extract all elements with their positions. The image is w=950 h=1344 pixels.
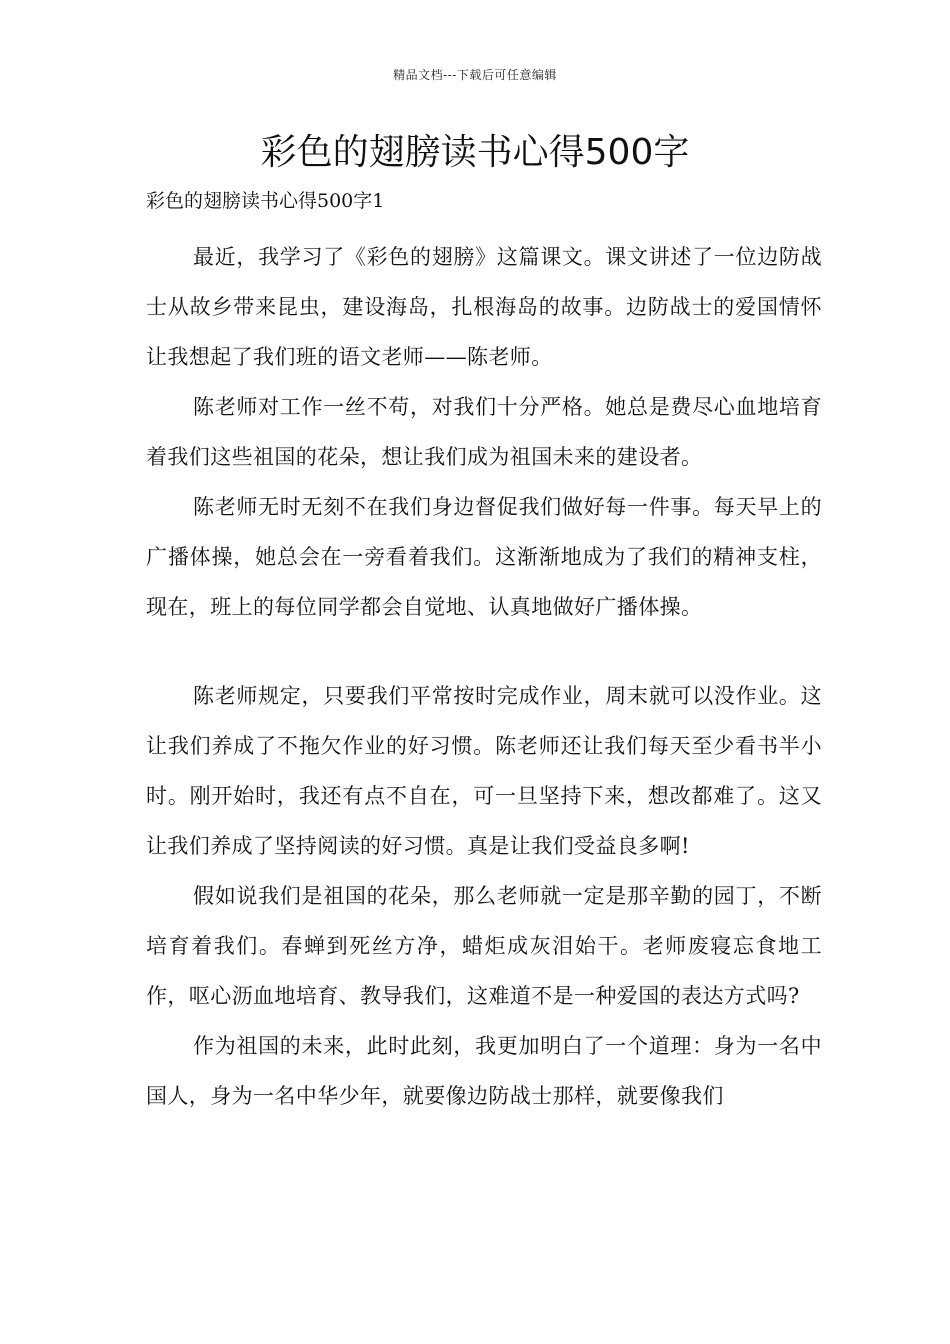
document-subtitle: 彩色的翅膀读书心得500字1 [146, 190, 385, 212]
paragraph-gap [146, 632, 822, 671]
paragraph: 最近，我学习了《彩色的翅膀》这篇课文。课文讲述了一位边防战士从故乡带来昆虫，建设海岛，扎根海岛的故事。边防战士的爱国情怀让我想起了我们班的语文老师——陈老师。 [146, 245, 822, 369]
header-note: 精品文档---下载后可任意编辑 [393, 68, 557, 82]
document-body [146, 232, 822, 1121]
paragraph: 假如说我们是祖国的花朵，那么老师就一定是那辛勤的园丁，不断培育着我们。春蝉到死丝方净，蜡炬成灰泪始干。老师废寝忘食地工作，呕心沥血地培育、教导我们，这难道不是一种爱国的表达方式吗? [146, 884, 822, 1008]
paragraph: 陈老师无时无刻不在我们身边督促我们做好每一件事。每天早上的广播体操，她总会在一旁看着我们。这渐渐地成为了我们的精神支柱，现在，班上的每位同学都会自觉地、认真地做好广播体操。 [146, 495, 822, 619]
document-title: 彩色的翅膀读书心得500字 [260, 132, 690, 173]
paragraph: 陈老师对工作一丝不苟，对我们十分严格。她总是费尽心血地培育着我们这些祖国的花朵，想让我们成为祖国未来的建设者。 [146, 395, 822, 469]
paragraph: 陈老师规定，只要我们平常按时完成作业，周末就可以没作业。这让我们养成了不拖欠作业的好习惯。陈老师还让我们每天至少看书半小时。刚开始时，我还有点不自在，可一旦坚持下来，想改都难了。这又让我们养成了坚持阅读的好习惯。真是让我们受益良多啊! [146, 684, 822, 858]
paragraph: 作为祖国的未来，此时此刻，我更加明白了一个道理：身为一名中国人，身为一名中华少年，就要像边防战士那样，就要像我们 [146, 1034, 822, 1108]
